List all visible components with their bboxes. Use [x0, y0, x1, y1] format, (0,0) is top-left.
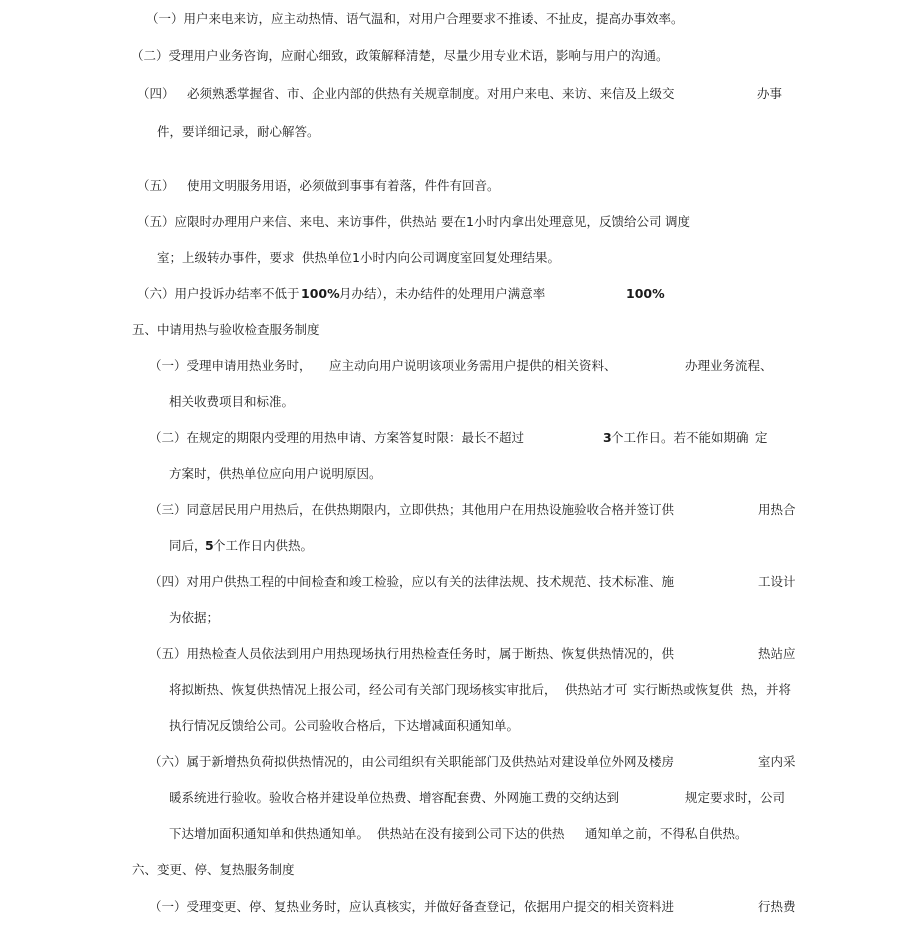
paragraph-line: 方案时，供热单位应向用户说明原因。 [169, 466, 382, 481]
paragraph-line: 通知单之前，不得私自供热。 [585, 826, 748, 841]
paragraph-line: 暖系统进行验收。验收合格并建设单位热费、增容配套费、外网施工费的交纳达到 [169, 790, 620, 805]
paragraph-line: 规定要求时，公司 [685, 790, 786, 805]
paragraph-line: 用热合 [758, 502, 796, 517]
paragraph-line: 工设计 [758, 574, 796, 589]
paragraph-line: 个工作日。若不能如期确 [611, 430, 749, 445]
paragraph-line: 供热站才可 [565, 682, 628, 697]
paragraph-line: 供热站在没有接到公司下达的供热 [377, 826, 565, 841]
paragraph-line: 下达增加面积通知单和供热通知单。 [169, 826, 370, 841]
paragraph-line: 相关收费项目和标准。 [169, 394, 295, 409]
paragraph-line: （五） [137, 178, 175, 193]
paragraph-line: 将拟断热、恢复供热情况上报公司，经公司有关部门现场核实审批后， [169, 682, 557, 697]
paragraph-line: 行热费 [758, 899, 796, 914]
section-heading: 六、变更、停、复热服务制度 [132, 862, 295, 877]
paragraph-line: 供热单位1小时内向公司调度室回复处理结果。 [302, 250, 560, 265]
paragraph-line: 3 [603, 430, 612, 445]
paragraph-line: （一）受理变更、停、复热业务时，应认真核实，并做好备查登记，依据用户提交的相关资料进 [149, 899, 675, 914]
paragraph-line: 定 [755, 430, 768, 445]
paragraph-line: 个工作日内供热。 [213, 538, 314, 553]
paragraph-line: 办事 [757, 86, 783, 101]
paragraph-line: （四）对用户供热工程的中间检查和竣工检验，应以有关的法律法规、技术规范、技术标准、施 [149, 574, 675, 589]
paragraph-line: 同后， [169, 538, 207, 553]
paragraph-line: （三）同意居民用户用热后，在供热期限内，立即供热；其他用户在用热设施验收合格并签订供 [149, 502, 675, 517]
paragraph-line: 100% [301, 286, 340, 301]
paragraph-line: 必须熟悉掌握省、市、企业内部的供热有关规章制度。对用户来电、来访、来信及上级交 [187, 86, 675, 101]
paragraph-line: 100% [626, 286, 665, 301]
paragraph-line: 实行断热或恢复供 [633, 682, 734, 697]
paragraph-line: 月办结），未办结件的处理用户满意率 [339, 286, 546, 301]
paragraph-line: （六）属于新增热负荷拟供热情况的，由公司组织有关职能部门及供热站对建设单位外网及楼房 [149, 754, 675, 769]
paragraph-line: （一）受理申请用热业务时， [149, 358, 312, 373]
paragraph-line: 执行情况反馈给公司。公司验收合格后，下达增减面积通知单。 [169, 718, 520, 733]
paragraph-line: 5 [205, 538, 214, 553]
paragraph-line: 件，要详细记录，耐心解答。 [157, 124, 320, 139]
paragraph-line: （六）用户投诉办结率不低于 [137, 286, 300, 301]
paragraph-line: 热站应 [758, 646, 796, 661]
paragraph-line: 热，并将 [741, 682, 792, 697]
paragraph-line: （二）受理用户业务咨询，应耐心细致，政策解释清楚，尽量少用专业术语，影响与用户的沟通。 [131, 48, 669, 63]
paragraph-line: 为依据； [169, 610, 220, 625]
paragraph-line: 室内采 [758, 754, 796, 769]
paragraph-line: （二）在规定的期限内受理的用热申请、方案答复时限：最长不超过 [149, 430, 525, 445]
section-heading: 五、中请用热与验收检查服务制度 [132, 322, 320, 337]
paragraph-line: 要在1小时内拿出处理意见，反馈给公司 [441, 214, 662, 229]
paragraph-line: 应主动向用户说明该项业务需用户提供的相关资料、 [329, 358, 617, 373]
paragraph-line: （一）用户来电来访，应主动热情、语气温和，对用户合理要求不推诿、不扯皮，提高办事效率。 [146, 11, 684, 26]
paragraph-line: （五）用热检查人员依法到用户用热现场执行用热检查任务时，属于断热、恢复供热情况的，供 [149, 646, 675, 661]
paragraph-line: 调度 [665, 214, 691, 229]
paragraph-line: 使用文明服务用语，必须做到事事有着落，件件有回音。 [187, 178, 500, 193]
paragraph-line: （五）应限时办理用户来信、来电、来访事件，供热站 [137, 214, 438, 229]
paragraph-line: 办理业务流程、 [685, 358, 773, 373]
paragraph-line: 室；上级转办事件，要求 [157, 250, 295, 265]
paragraph-line: （四） [137, 86, 175, 101]
